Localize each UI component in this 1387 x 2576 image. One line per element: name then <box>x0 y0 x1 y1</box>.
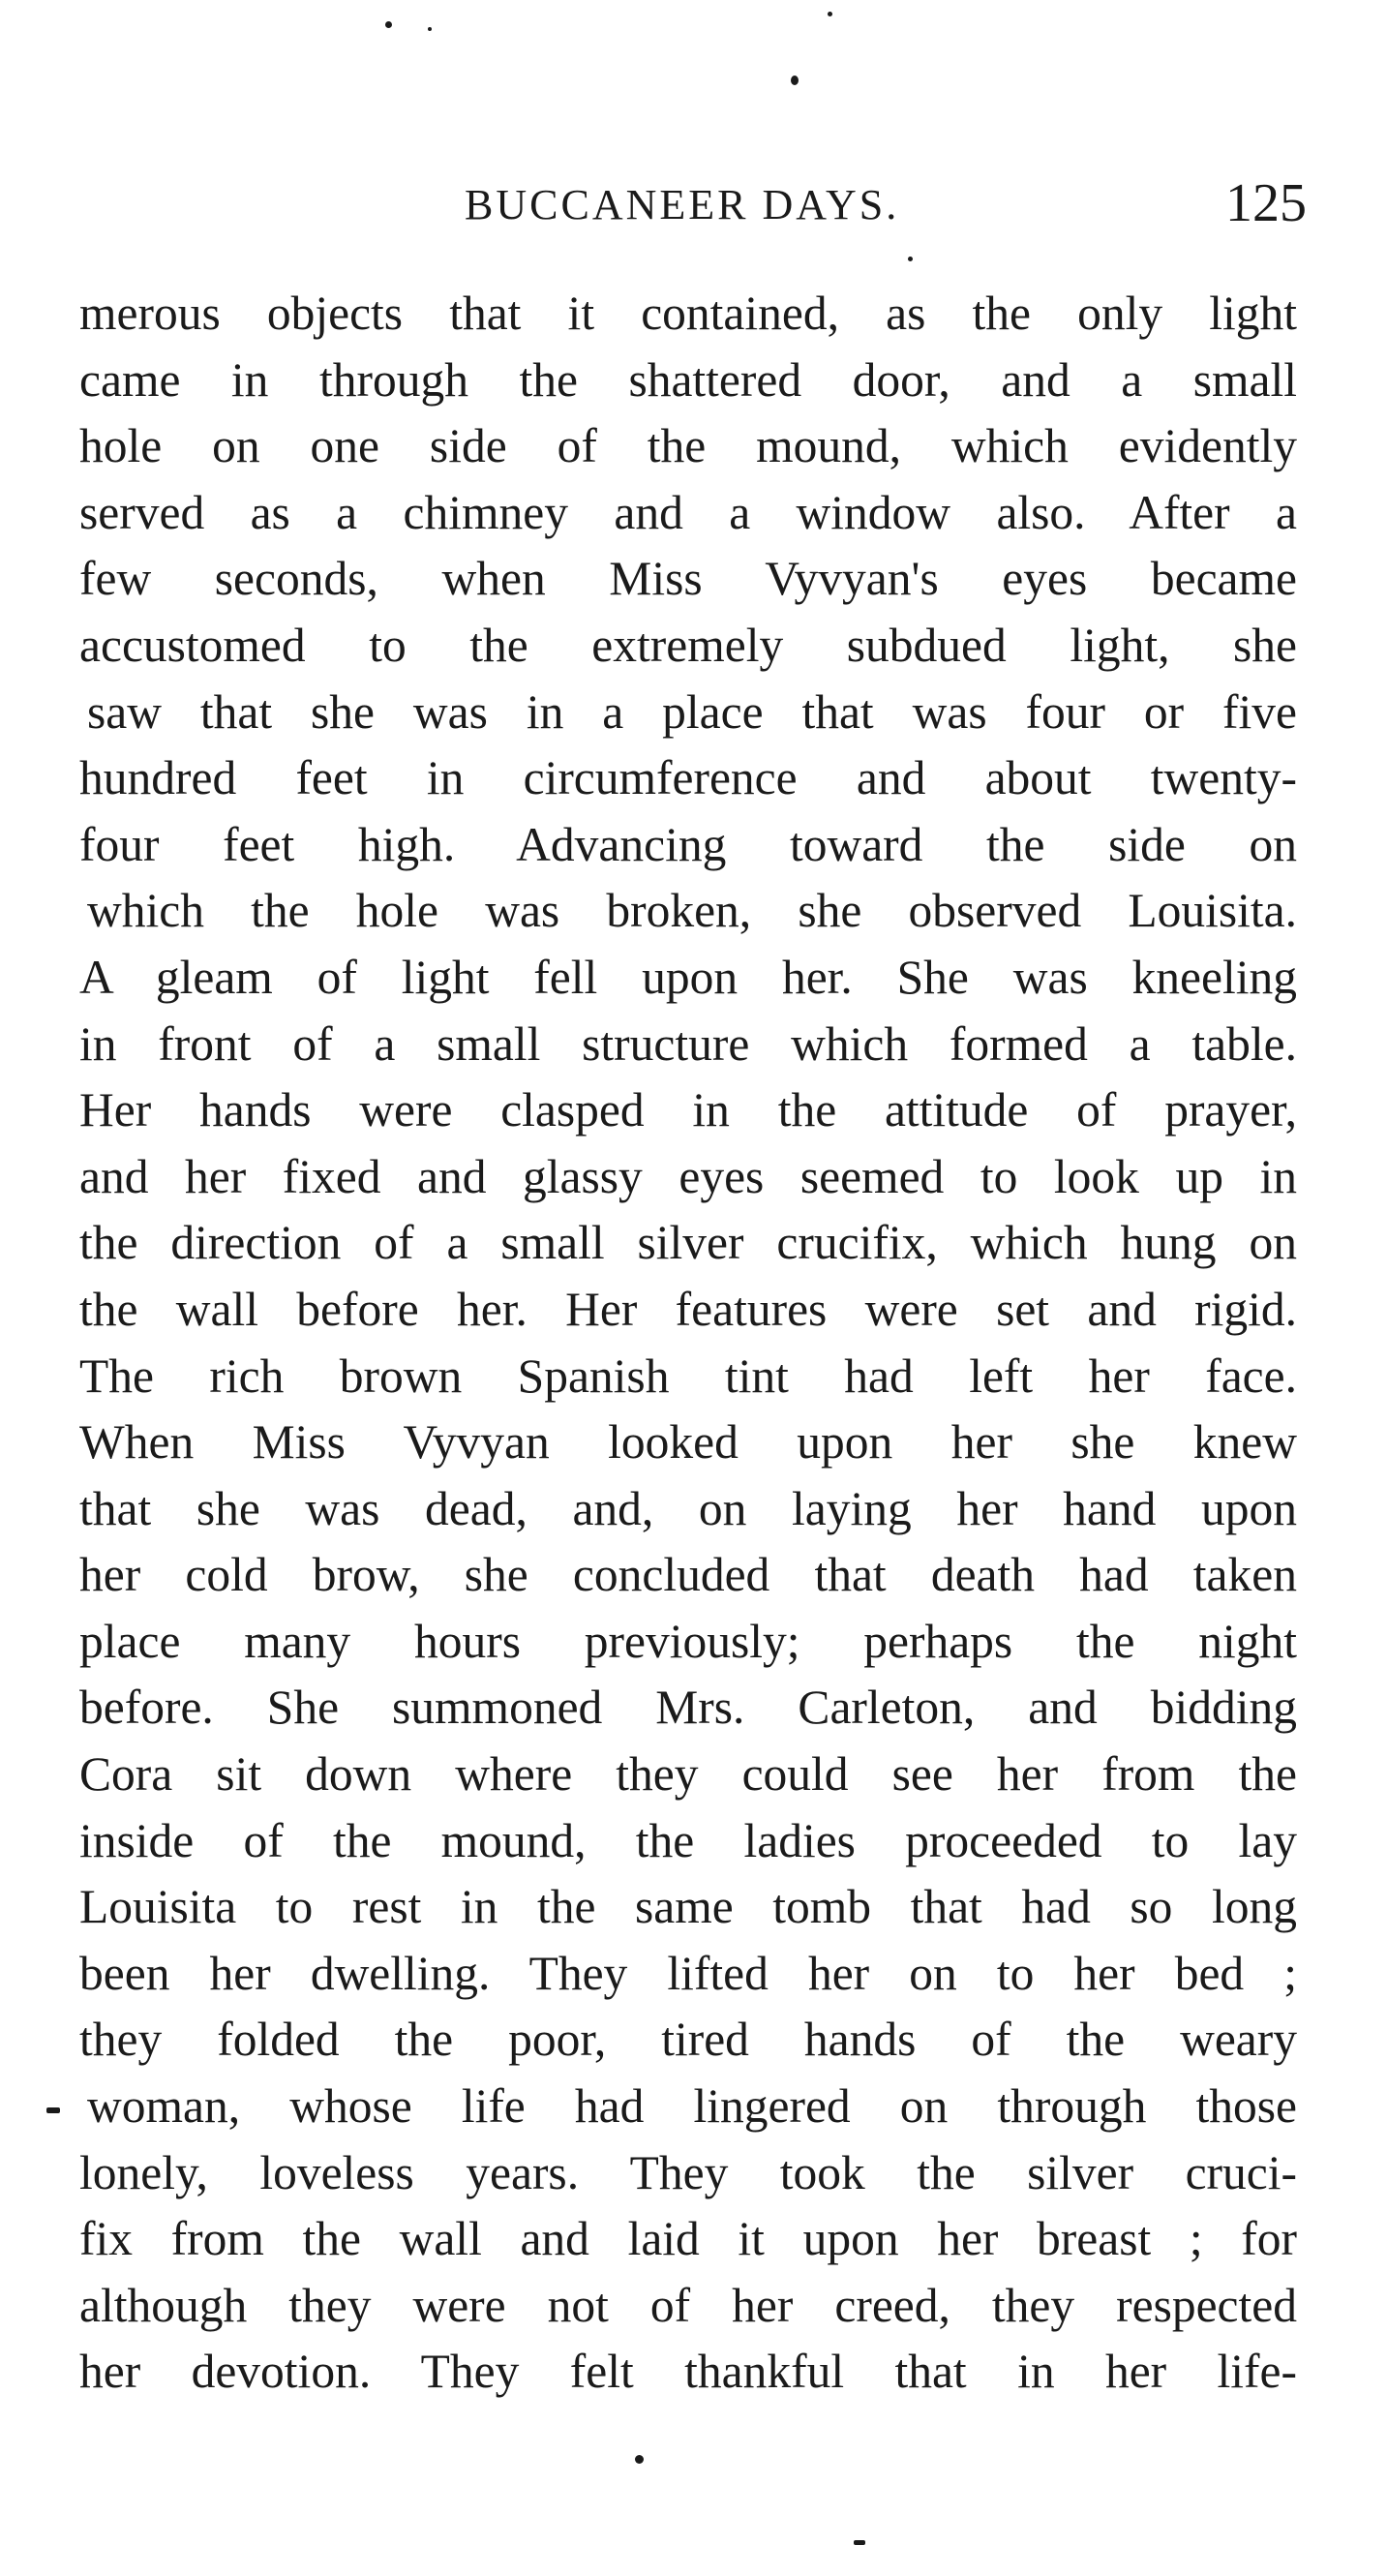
text-line: place many hours previously; perhaps the night <box>79 1614 1297 1668</box>
text-line: accustomed to the extremely subdued light, she <box>79 618 1297 672</box>
text-line: The rich brown Spanish tint had left her face. <box>79 1349 1297 1403</box>
text-line: her cold brow, she concluded that death had taken <box>79 1548 1297 1602</box>
text-line: hundred feet in circumference and about twenty- <box>79 751 1297 805</box>
scan-speck <box>428 27 432 31</box>
scan-speck <box>854 2540 865 2545</box>
text-line: before. She summoned Mrs. Carleton, and bidding <box>79 1681 1297 1735</box>
text-line: inside of the mound, the ladies proceeded to lay <box>79 1813 1297 1867</box>
text-line: came in through the shattered door, and a small <box>79 352 1297 407</box>
running-head <box>77 172 1307 240</box>
text-line: hole on one side of the mound, which evidently <box>79 419 1297 473</box>
text-line: been her dwelling. They lifted her on to her bed ; <box>79 1946 1297 2000</box>
scan-speck <box>791 76 799 85</box>
text-line: and her fixed and glassy eyes seemed to look up in <box>79 1149 1297 1203</box>
text-line: the direction of a small silver crucifix, which hung on <box>79 1216 1297 1270</box>
text-line: woman, whose life had lingered on through those <box>87 2079 1297 2134</box>
text-line: Louisita to rest in the same tomb that had so long <box>79 1880 1297 1934</box>
margin-mark <box>46 2107 60 2113</box>
body-text <box>79 281 1297 2406</box>
scan-speck <box>385 21 392 28</box>
scan-speck <box>635 2455 644 2464</box>
text-line: they folded the poor, tired hands of the weary <box>79 2013 1297 2067</box>
text-line: When Miss Vyvyan looked upon her she knew <box>79 1415 1297 1470</box>
text-line: Cora sit down where they could see her from the <box>79 1747 1297 1802</box>
text-line: her devotion. They felt thankful that in her life- <box>79 2345 1297 2399</box>
text-line: which the hole was broken, she observed Louisita. <box>87 884 1297 938</box>
scan-speck <box>908 257 913 261</box>
text-line: that she was dead, and, on laying her hand upon <box>79 1481 1297 1535</box>
page-number: 125 <box>1225 173 1307 233</box>
running-title: BUCCANEER DAYS. <box>465 181 900 228</box>
text-line: saw that she was in a place that was four or five <box>87 684 1297 739</box>
text-line: few seconds, when Miss Vyvyan's eyes became <box>79 552 1297 606</box>
text-line: although they were not of her creed, they respected <box>79 2278 1297 2332</box>
text-line: served as a chimney and a window also. After a <box>79 485 1297 539</box>
text-line: fix from the wall and laid it upon her breast ; for <box>79 2212 1297 2266</box>
scan-speck <box>828 12 832 16</box>
text-line: four feet high. Advancing toward the side on <box>79 817 1297 871</box>
text-line: merous objects that it contained, as the only light <box>79 287 1297 340</box>
text-line: Her hands were clasped in the attitude of prayer, <box>79 1083 1297 1137</box>
text-line: A gleam of light fell upon her. She was kneeling <box>79 950 1297 1004</box>
text-line: lonely, loveless years. They took the silver cruci- <box>79 2145 1297 2199</box>
text-line: in front of a small structure which formed a table. <box>79 1016 1297 1071</box>
text-line: the wall before her. Her features were set and rigid. <box>79 1282 1297 1336</box>
